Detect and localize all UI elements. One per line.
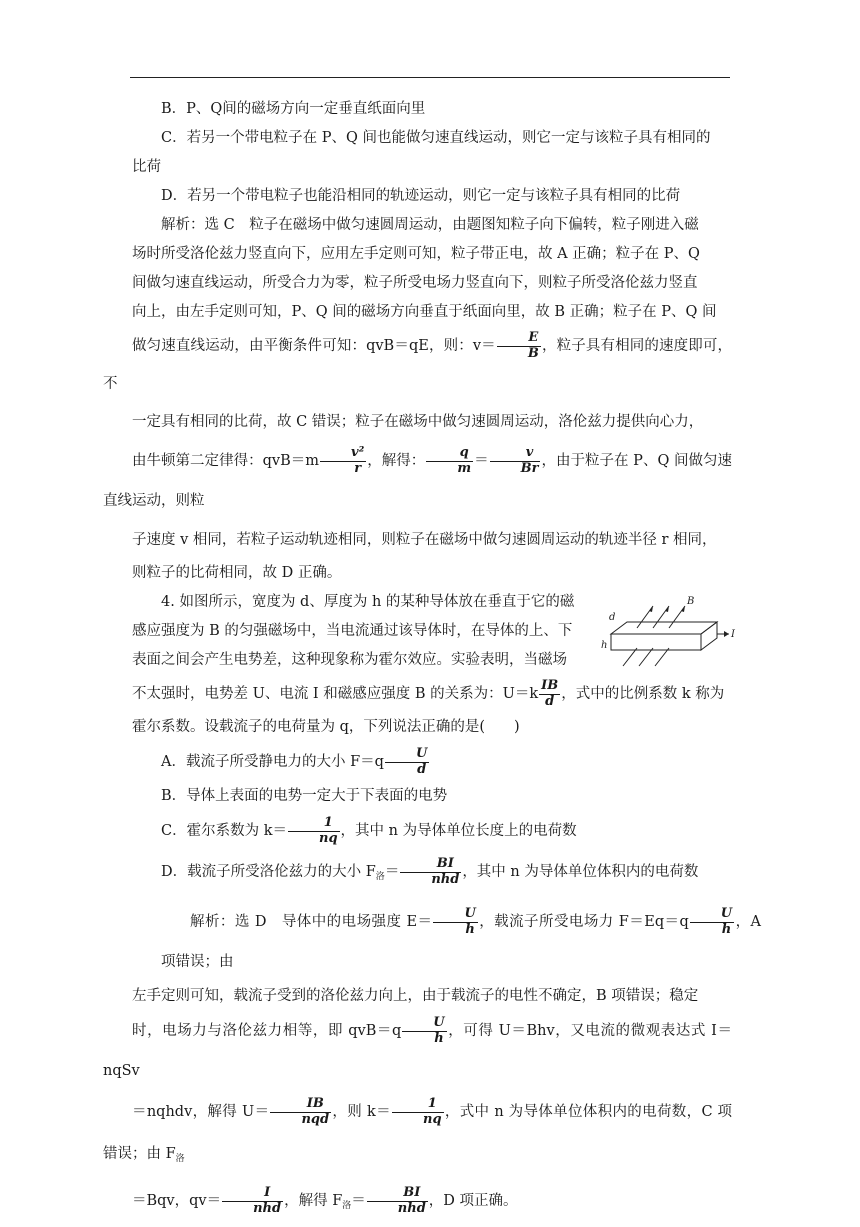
label-h: h	[601, 640, 608, 651]
fraction: $\frac{U}{h}$	[402, 1016, 446, 1046]
fraction: $\frac{BI}{\text{nhd}}$	[400, 857, 461, 887]
fraction: $\frac{I}{\text{nhd}}$	[222, 1186, 283, 1216]
q4-option-b: B．导体上表面的电势一定大于下表面的电势	[161, 788, 448, 804]
fraction: $\frac{1}{nq}$	[392, 1097, 444, 1127]
document-body	[103, 95, 761, 1227]
header-rule	[130, 77, 730, 78]
q4-option-d: D．载流子所受洛伦兹力的大小 $F_洛=$ $\frac{BI}{\text{nhd}}$ ，其中 n 为导体单位体积内的电荷数	[161, 856, 699, 887]
q4-stem-line4: 不太强时，电势差 U、电流 I 和磁感应强度 B 的关系为：U＝k $\frac{IB}{d}$ ，式中的比例系数 k 称为	[132, 678, 725, 709]
label-b: B	[687, 596, 695, 607]
fraction: $\frac{q}{m}$	[426, 446, 473, 476]
label-d: d	[609, 612, 616, 623]
hall-effect-diagram	[597, 590, 737, 680]
q3-solution: 解析：选 C 粒子在磁场中做匀速圆周运动，由题图知粒子向下偏转，粒子刚进入磁 场时所受洛伦兹力竖直向下，应用左手定则可知，粒子带正电，故 A 正确；粒子在 P、Q 间做匀速直线运动，所受合力为零，粒子所受电场力竖直向下，则粒子所受洛伦兹力竖直 向上，由左手定则可知，P、Q 间的磁场方向垂直于纸面向里，故 B 正确；粒子在 P、Q 间 做匀速直线运动，由平衡条件可知：qvB＝qE，则：v＝ $\frac{E}{B}$ ，粒子具有相同的速度即可，不 一定具有相同的比荷，故 C 错误；粒子在磁场中做匀速圆周运动，洛伦兹力提供向心力， 由牛顿第二定律得：qvB＝m $\frac{\text{v²}}{r}$ ，解得： $\frac{q}{m}$ ＝ $\frac{v}{Br}$ ，由于粒子在 P、Q 间做匀速直线运动，则粒 子速度 v 相同，若粒子运动轨迹相同，则粒子在磁场中做匀速圆周运动的轨迹半径 r 相同， 则粒子的比荷相同，故 D 正确。	[103, 217, 733, 581]
fraction: $\frac{1}{nq}$	[288, 816, 340, 846]
fraction: $\frac{U}{h}$	[433, 907, 477, 937]
q3-option-c: C．若另一个带电粒子在 P、Q 间也能做匀速直线运动，则它一定与该粒子具有相同的 比荷	[132, 130, 711, 175]
hall-effect-figure	[597, 590, 737, 680]
q3-option-b: B．P、Q间的磁场方向一定垂直纸面向里	[161, 101, 426, 117]
fraction: $\frac{v}{Br}$	[490, 446, 541, 476]
fraction: $\frac{E}{B}$	[497, 331, 541, 361]
q4-block	[132, 588, 735, 675]
fraction: $\frac{BI}{\text{nhd}}$	[367, 1186, 428, 1216]
fraction: $\frac{U}{h}$	[690, 907, 734, 937]
q4-stem: 4. 如图所示，宽度为 d、厚度为 h 的某种导体放在垂直于它的磁 感应强度为 B 的匀强磁场中，当电流通过该导体时，在导体的上、下 表面之间会产生电势差，这种现象称为霍尔效应。实验表明，当磁场	[132, 594, 575, 668]
fraction: $\frac{IB}{d}$	[541, 678, 559, 709]
q4-solution: 解析：选 D 导体中的电场强度 E＝ $\frac{U}{h}$ ，载流子所受电场力 F＝Eq＝q $\frac{U}{h}$ ，A 项错误；由 左手定则可知，载流子受到的洛伦兹力向上，由于载流子的电性不确定，B 项错误；稳定 时，电场力与洛伦兹力相等，即 qvB＝q $\frac{U}{h}$ ，可得 U＝Bhv，又电流的微观表达式 I＝nqSv ＝nqhdv，解得 U＝ $\frac{IB}{\text{nqd}}$ ，则 k＝ $\frac{1}{nq}$ ，式中 n 为导体单位体积内的电荷数，C 项错误；由 $F_洛$ ＝Bqv，qv＝ $\frac{I}{\text{nhd}}$ ，解得 $F_洛=$ $\frac{BI}{\text{nhd}}$ ，D 项正确。	[103, 906, 761, 1216]
fraction: $\frac{\text{v²}}{r}$	[320, 446, 366, 476]
q4-option-a: A．载流子所受静电力的大小 F＝q $\frac{U}{d}$	[161, 746, 428, 777]
fraction: $\frac{U}{d}$	[385, 747, 429, 777]
label-i: I	[731, 629, 735, 640]
q4-stem-line5: 霍尔系数。设载流子的电荷量为 q，下列说法正确的是( )	[132, 719, 520, 735]
q4-option-c: C．霍尔系数为 k＝ $\frac{1}{nq}$ ，其中 n 为导体单位长度上的电荷数	[161, 815, 577, 846]
fraction: $\frac{IB}{\text{nqd}}$	[270, 1097, 331, 1127]
q3-option-d: D．若另一个带电粒子也能沿相同的轨迹运动，则它一定与该粒子具有相同的比荷	[161, 188, 681, 204]
